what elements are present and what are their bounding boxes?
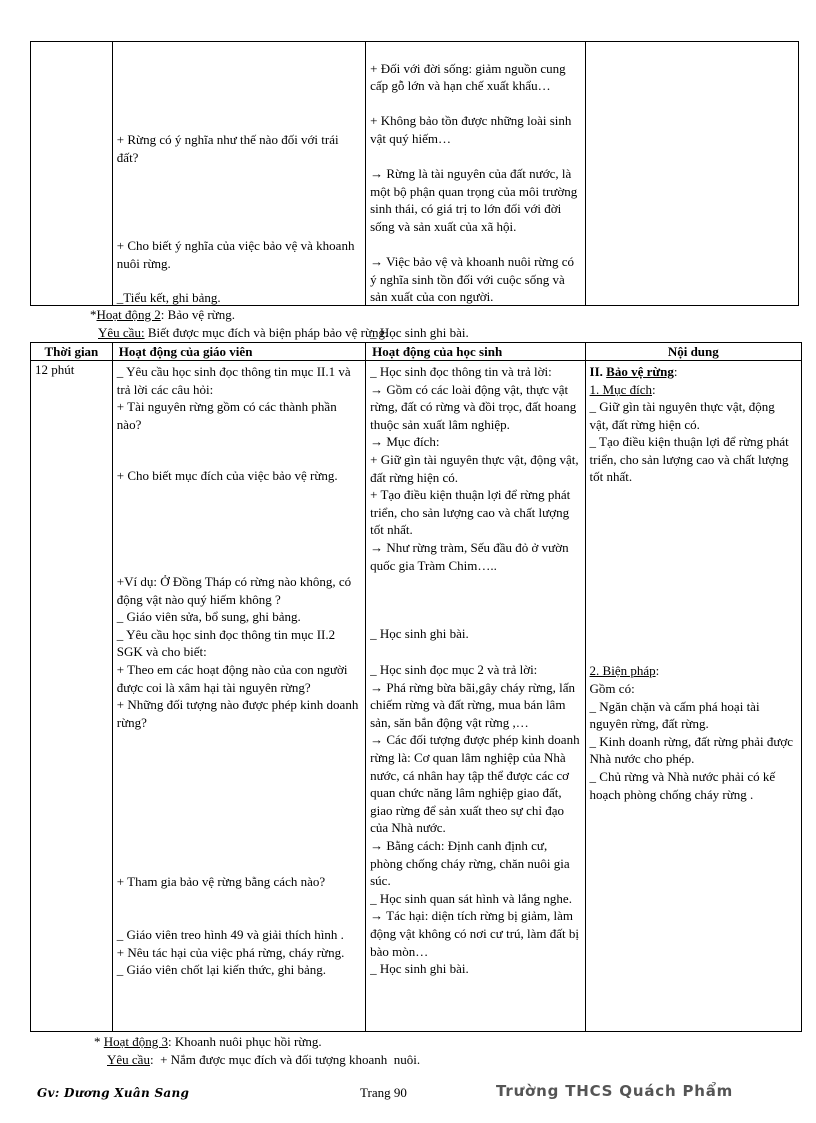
header-student: Hoạt động của học sinh [366,343,585,360]
sub2-colon: : [655,663,660,678]
cont-student-a4: → Việc bảo vệ và khoanh nuôi rừng có ý nghĩa sinh tồn đối với cuộc sống và sản xuất của con người. [370,254,574,305]
header-content: Nội dung [667,344,719,359]
section-title: Bảo vệ rừng [606,364,674,379]
cont-student-cell [366,42,585,340]
requirement-text: : + Nắm được mục đích và đối tượng khoanh nuôi. [149,1052,421,1067]
time-value: 12 phút [35,362,75,377]
teacher-block-4: + Tham gia bảo vệ rừng bằng cách nào? [116,874,326,889]
teacher-block-2: + Cho biết mục đích của việc bảo vệ rừng. [116,468,338,483]
teacher-cell [113,361,366,1031]
student-block-1: _ Học sinh đọc thông tin và trả lời: → Gồm có các loài động vật, thực vật rừng, đất có rừng và đồi trọc, đất hoang thuộc sản xuất lâm nghiệp. → Mục đích: + Giữ gìn tài nguyên thực vật, động vật, đất rừng hiện có. + Tạo điều kiện thuận lợi để rừng phát triển, cho sản lượng cao và chất lượng tốt nhất. → Như rừng tràm, Sếu đầu đỏ ở vườn quốc gia Tràm Chim….. [370,364,579,573]
table-body-row [31,361,801,1031]
activity-2-label: Hoạt động 2 [96,307,161,322]
activity-2-heading [90,306,235,324]
cont-teacher-summary: _Tiểu kết, ghi bảng. [116,290,221,305]
activity-3-title: : Khoanh nuôi phục hồi rừng. [168,1034,322,1049]
activity-2-requirement [98,324,388,342]
activity-2-title: : Bảo vệ rừng. [160,307,235,322]
activity-3-label: Hoạt động 3 [103,1034,169,1049]
content-cell [586,361,801,1031]
requirement-label: Yêu cầu [107,1052,150,1067]
time-cell [31,361,113,1031]
cont-student-a3: → Rừng là tài nguyên của đất nước, là một bộ phận quan trọng của môi trường sinh thái, có giá trị to lớn đối với đời sống và sản xuất của xã hội. [370,166,578,234]
teacher-block-1: _ Yêu cầu học sinh đọc thông tin mục II.1 và trả lời các câu hỏi: + Tài nguyên rừng gồm có các thành phần nào? [116,364,351,432]
footer-author: Gv: Dương Xuân Sang [37,1086,190,1100]
requirement-label: Yêu cầu: [98,325,145,340]
section-number: II. [589,364,603,379]
cont-student-a1: + Đối với đời sống: giảm nguồn cung cấp gỗ lớn và hạn chế xuất khẩu… [370,60,566,94]
footer-page-number: Trang 90 [360,1085,407,1100]
table-header-row [31,343,801,361]
bullet-star: * [90,307,97,322]
cont-teacher-q1: + Rừng có ý nghĩa như thế nào đối với trái đất? [116,132,339,165]
student-block-2: _ Học sinh ghi bài. [370,626,469,641]
cont-teacher-q2: + Cho biết ý nghĩa của việc bảo vệ và khoanh nuôi rừng. [116,238,355,271]
content-sub2-text: Gồm có: _ Ngăn chặn và cấm phá hoại tài nguyên rừng, đất rừng. _ Kinh doanh rừng, đất rừng phải được Nhà nước cho phép. _ Chủ rừng và Nhà nước phải có kế hoạch phòng chống cháy rừng . [589,681,794,802]
content-sub2-heading [590,662,796,680]
cont-teacher-cell [113,42,366,305]
teacher-block-5: _ Giáo viên treo hình 49 và giải thích hình . + Nêu tác hại của việc phá rừng, cháy rừng. _ Giáo viên chốt lại kiến thức, ghi bảng. [116,927,345,978]
sub1-label: 1. Mục đích [589,382,653,397]
section-colon: : [673,364,678,379]
requirement-text: Biết được mục đích và biện pháp bảo vệ rừng. [144,325,389,340]
activity-3-requirement [107,1051,420,1069]
content-section-heading [590,363,796,381]
content-sub1-heading [590,381,796,399]
cont-content-cell [586,42,798,305]
activity-3-heading [94,1033,322,1051]
activity-table [30,342,802,1032]
footer-school: Trường THCS Quách Phẩm [496,1082,734,1100]
header-teacher: Hoạt động của giáo viên [113,343,366,360]
content-sub1-text: _ Giữ gìn tài nguyên thực vật, động vật, đất rừng hiện có. _ Tạo điều kiện thuận lợi để rừng phát triển, cho sản lượng cao và chất lượng tốt nhất. [589,399,789,485]
sub1-colon: : [652,382,656,397]
bullet-star: * [94,1034,104,1049]
sub2-label: 2. Biện pháp [589,663,656,678]
student-cell [366,361,585,1031]
cont-time-cell [31,42,113,305]
header-time: Thời gian [31,343,113,360]
student-block-3: _ Học sinh đọc mục 2 và trả lời: → Phá rừng bừa bãi,gây cháy rừng, lấn chiếm rừng và đất rừng, mua bán lâm sản, săn bắn động vật rừng ,… → Các đối tượng được phép kinh doanh rừng là: Cơ quan lâm nghiệp của Nhà nước, cá nhân hay tập thể được các cơ quan chức năng lâm nghiệp giao đất, giao rừng để sản xuất theo sự chỉ đạo của Nhà nước. → Bằng cách: Định canh định cư, phòng chống cháy rừng, chăn nuôi gia súc. _ Học sinh quan sát hình và lắng nghe. → Tác hại: diện tích rừng bị giảm, làm động vật không có nơi cư trú, làm đất bị bào mòn… _ Học sinh ghi bài. [370,662,580,977]
cont-student-a5: _ Học sinh ghi bài. [370,324,469,340]
cont-student-a2: + Không bảo tồn được những loài sinh vật quý hiếm… [370,113,572,146]
teacher-block-3: +Ví dụ: Ở Đồng Tháp có rừng nào không, có động vật nào quý hiếm không ? _ Giáo viên sửa, bổ sung, ghi bảng. _ Yêu cầu học sinh đọc thông tin mục II.2 SGK và cho biết: + Theo em các hoạt động nào của con người được coi là xâm hại tài nguyên rừng? + Những đối tượng nào được phép kinh doanh rừng? [116,574,359,730]
